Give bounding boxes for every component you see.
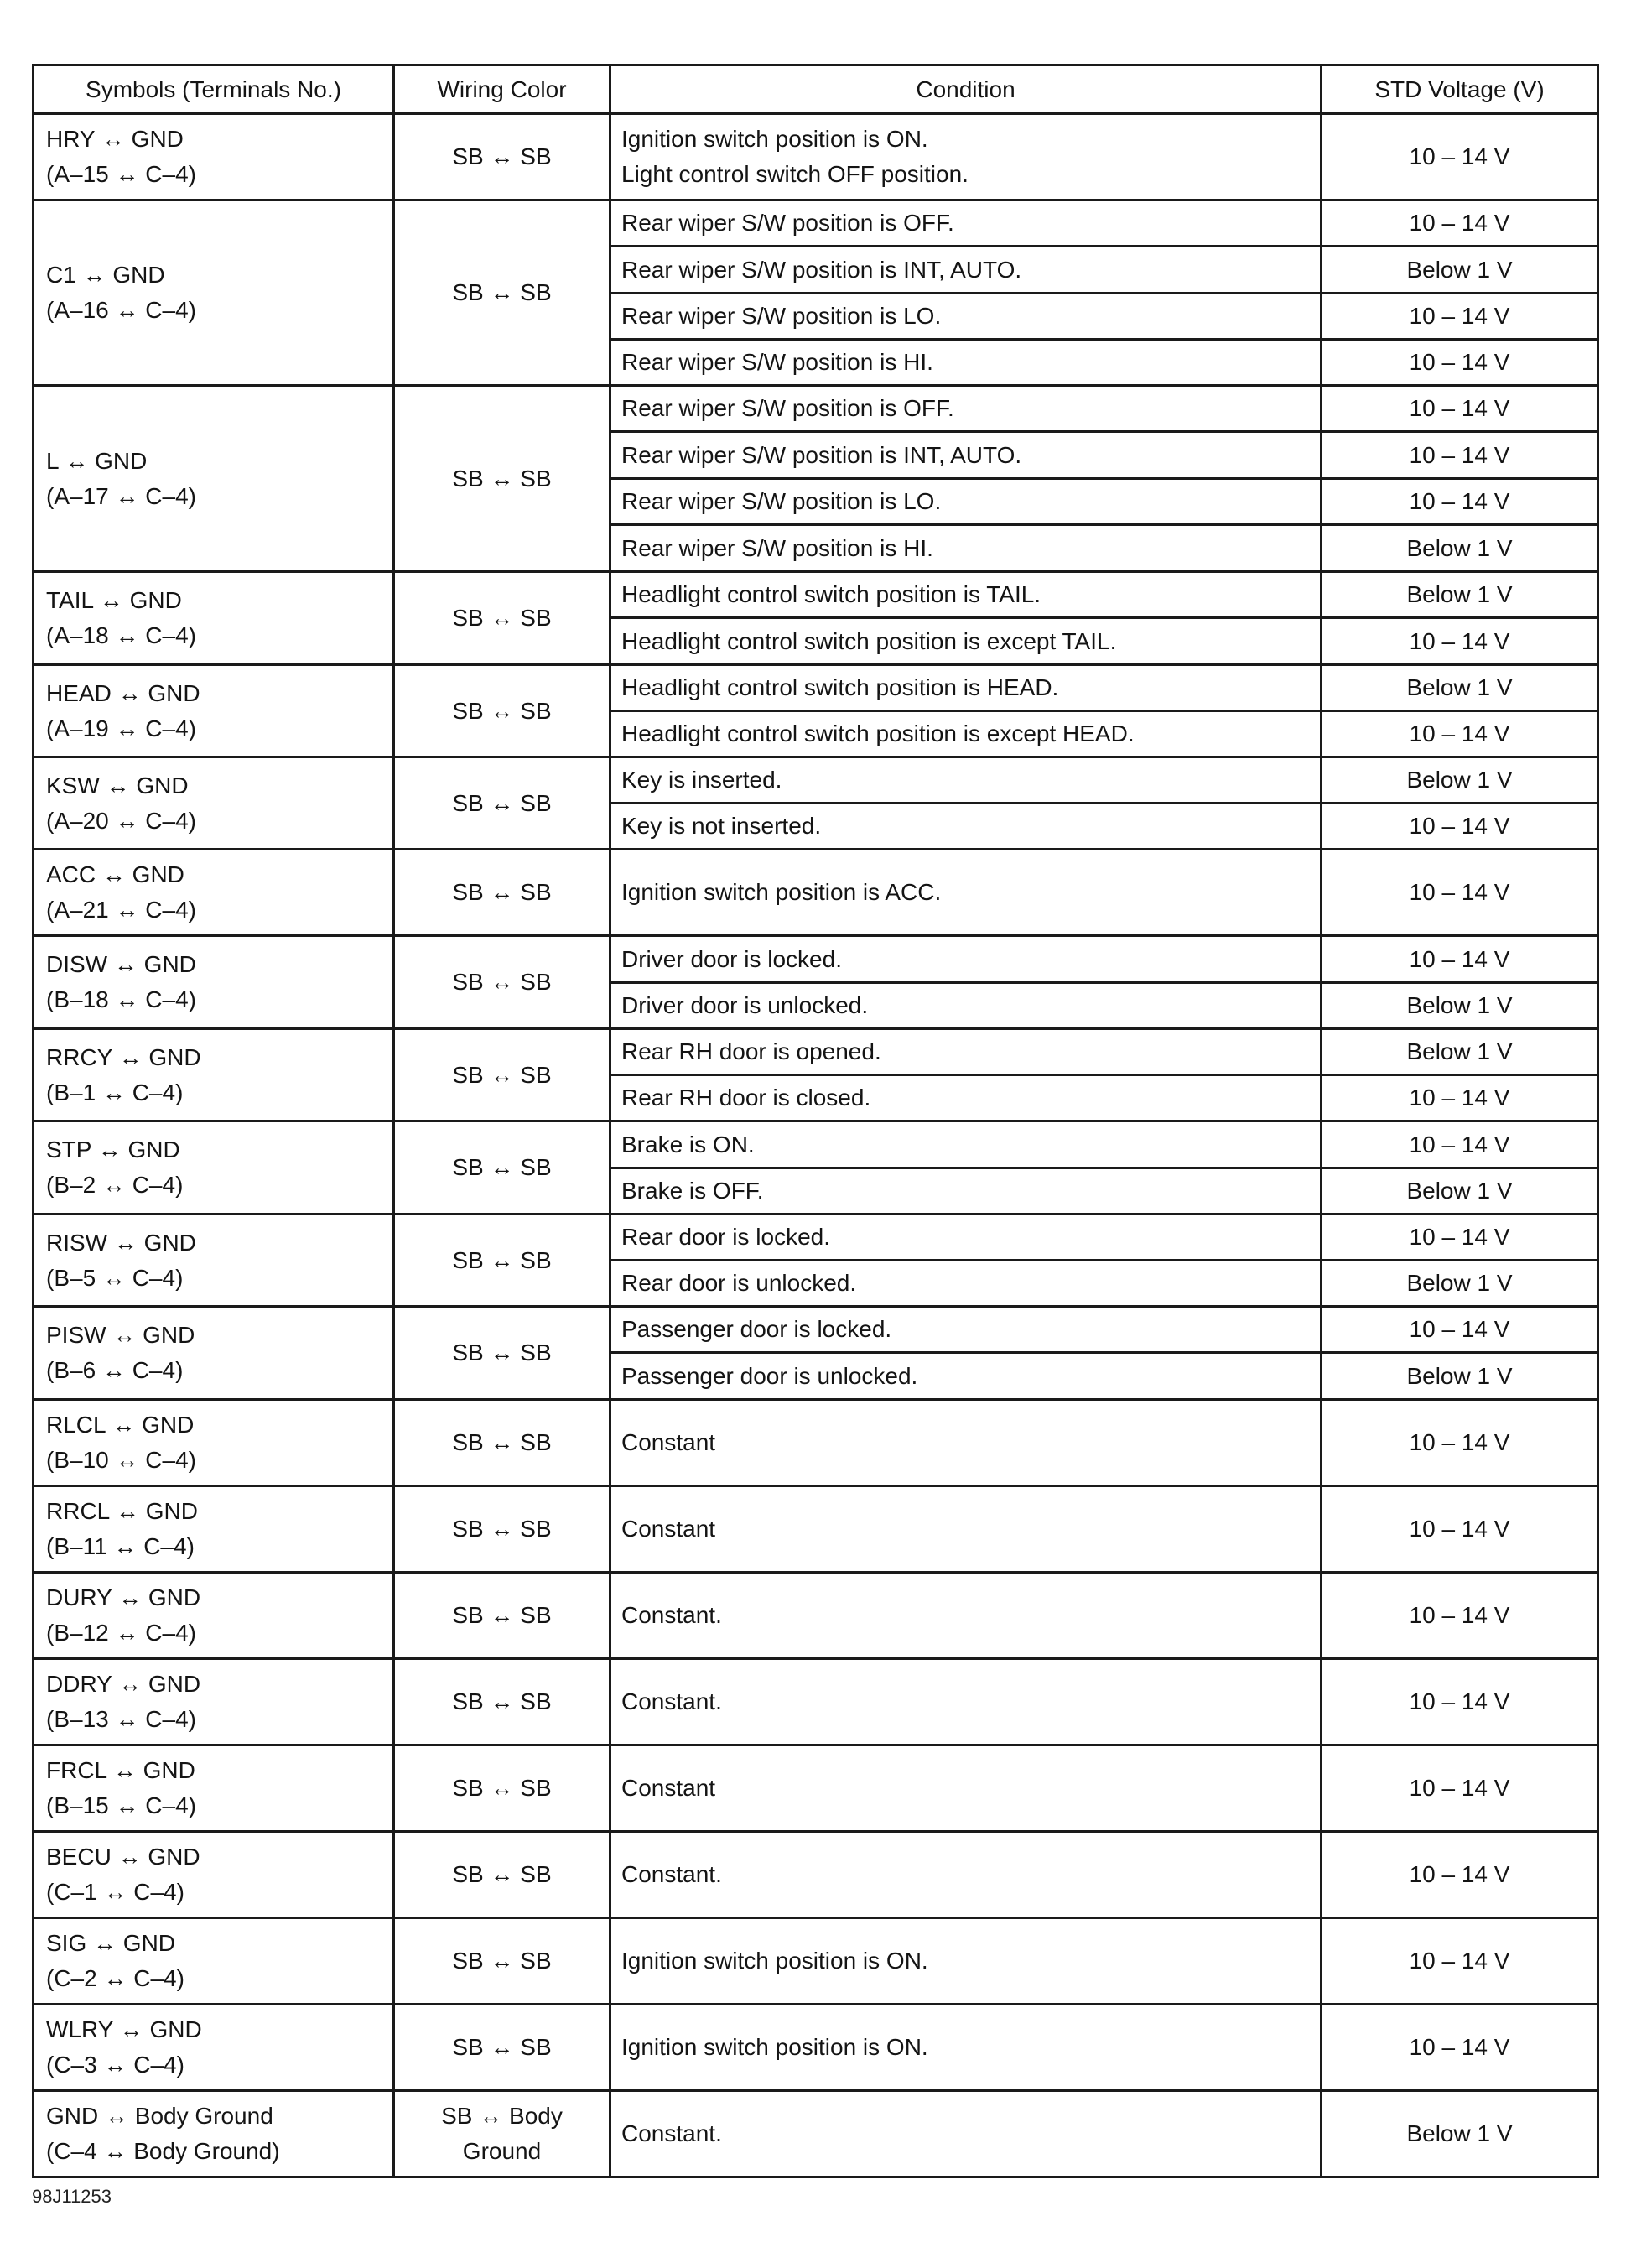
terminal-symbol: FRCL ↔ GND xyxy=(46,1757,195,1783)
std-voltage-value: 10 – 14 V xyxy=(1322,850,1598,936)
std-voltage-value: 10 – 14 V xyxy=(1322,618,1598,665)
condition-cell xyxy=(610,1307,1322,1353)
terminal-number: (A–21 ↔ C–4) xyxy=(46,897,196,923)
std-voltage-value: 10 – 14 V xyxy=(1322,804,1598,850)
wiring-color: SB ↔ SB xyxy=(452,1061,552,1088)
terminal-number: (C–4 ↔ Body Ground) xyxy=(46,2138,280,2164)
terminal-symbol-cell xyxy=(34,1745,394,1832)
condition-text: Driver door is unlocked. xyxy=(621,992,869,1018)
table-row xyxy=(34,2005,1598,2091)
condition-text: Light control switch OFF position. xyxy=(621,161,969,187)
condition-cell xyxy=(610,247,1322,294)
condition-cell xyxy=(610,525,1322,572)
wiring-color-cell xyxy=(394,114,610,200)
std-voltage-value: 10 – 14 V xyxy=(1322,2005,1598,2091)
terminal-symbol: TAIL ↔ GND xyxy=(46,587,182,613)
condition-text: Ignition switch position is ON. xyxy=(621,126,928,152)
std-voltage-value: 10 – 14 V xyxy=(1322,432,1598,479)
condition-cell xyxy=(610,479,1322,525)
header-std-voltage: STD Voltage (V) xyxy=(1322,65,1598,114)
table-row xyxy=(34,572,1598,618)
wiring-color-cell xyxy=(394,1659,610,1745)
std-voltage-value: 10 – 14 V xyxy=(1322,1400,1598,1486)
terminal-symbol-cell xyxy=(34,1659,394,1745)
terminal-symbol: HEAD ↔ GND xyxy=(46,679,200,706)
terminal-symbol: WLRY ↔ GND xyxy=(46,2016,202,2042)
table-row xyxy=(34,1659,1598,1745)
table-row xyxy=(34,936,1598,983)
terminal-number: (C–1 ↔ C–4) xyxy=(46,1879,184,1905)
terminal-number: (B–6 ↔ C–4) xyxy=(46,1357,184,1383)
std-voltage-value: Below 1 V xyxy=(1322,983,1598,1029)
table-row xyxy=(34,850,1598,936)
terminal-symbol: PISW ↔ GND xyxy=(46,1322,195,1348)
condition-cell xyxy=(610,618,1322,665)
std-voltage-value: 10 – 14 V xyxy=(1322,1075,1598,1121)
condition-text: Constant. xyxy=(621,2120,722,2146)
terminal-symbol-cell xyxy=(34,1573,394,1659)
terminal-number: (B–11 ↔ C–4) xyxy=(46,1533,195,1559)
wiring-color-cell xyxy=(394,1486,610,1573)
table-row xyxy=(34,1029,1598,1075)
table-row xyxy=(34,1918,1598,2005)
terminal-symbol: DURY ↔ GND xyxy=(46,1584,201,1610)
condition-cell xyxy=(610,1168,1322,1215)
std-voltage-value: Below 1 V xyxy=(1322,525,1598,572)
std-voltage-value: 10 – 14 V xyxy=(1322,936,1598,983)
condition-text: Rear wiper S/W position is INT, AUTO. xyxy=(621,441,1022,468)
wiring-color: SB ↔ SB xyxy=(452,1516,552,1542)
condition-text: Headlight control switch position is except HEAD. xyxy=(621,720,1135,746)
terminal-number: (B–1 ↔ C–4) xyxy=(46,1079,184,1105)
condition-cell xyxy=(610,711,1322,757)
wiring-color-cell xyxy=(394,1573,610,1659)
condition-cell xyxy=(610,665,1322,711)
condition-text: Rear RH door is opened. xyxy=(621,1038,881,1064)
document-id: 98J11253 xyxy=(32,2186,112,2207)
terminal-symbol: HRY ↔ GND xyxy=(46,126,184,152)
wiring-color: SB ↔ SB xyxy=(452,1154,552,1180)
condition-text: Headlight control switch position is except TAIL. xyxy=(621,627,1117,654)
terminal-symbol-cell xyxy=(34,2091,394,2177)
terminal-number: (A–15 ↔ C–4) xyxy=(46,161,196,187)
wiring-color: SB ↔ SB xyxy=(452,279,552,305)
condition-cell xyxy=(610,1353,1322,1400)
condition-text: Rear wiper S/W position is LO. xyxy=(621,303,942,329)
wiring-color-cell xyxy=(394,936,610,1029)
header-wiring-color: Wiring Color xyxy=(394,65,610,114)
terminal-number: (C–2 ↔ C–4) xyxy=(46,1965,184,1991)
condition-cell xyxy=(610,1261,1322,1307)
wiring-color-cell xyxy=(394,2091,610,2177)
table-row xyxy=(34,665,1598,711)
terminal-number: (C–3 ↔ C–4) xyxy=(46,2052,184,2078)
terminal-symbol: C1 ↔ GND xyxy=(46,262,165,288)
terminal-symbol: GND ↔ Body Ground xyxy=(46,2103,273,2129)
condition-cell xyxy=(610,1400,1322,1486)
table-header-row xyxy=(34,65,1598,114)
wiring-color-cell xyxy=(394,386,610,572)
table-row xyxy=(34,1400,1598,1486)
condition-text: Constant xyxy=(621,1775,716,1801)
std-voltage-value: 10 – 14 V xyxy=(1322,1307,1598,1353)
wiring-color-cell xyxy=(394,1121,610,1215)
condition-cell xyxy=(610,1215,1322,1261)
std-voltage-value: 10 – 14 V xyxy=(1322,1121,1598,1168)
std-voltage-value: 10 – 14 V xyxy=(1322,340,1598,386)
terminal-symbol-cell xyxy=(34,757,394,850)
condition-cell xyxy=(610,114,1322,200)
std-voltage-value: 10 – 14 V xyxy=(1322,114,1598,200)
terminal-symbol-cell xyxy=(34,1307,394,1400)
std-voltage-value: 10 – 14 V xyxy=(1322,1918,1598,2005)
table-row xyxy=(34,2091,1598,2177)
condition-cell xyxy=(610,983,1322,1029)
table-row xyxy=(34,1307,1598,1353)
condition-text: Key is not inserted. xyxy=(621,813,822,839)
table-body xyxy=(34,114,1598,2177)
std-voltage-value: 10 – 14 V xyxy=(1322,200,1598,247)
terminal-number: (B–15 ↔ C–4) xyxy=(46,1792,196,1818)
std-voltage-value: 10 – 14 V xyxy=(1322,1486,1598,1573)
terminal-number: (A–20 ↔ C–4) xyxy=(46,807,196,834)
wiring-color: SB ↔ SB xyxy=(452,2034,552,2060)
wiring-color: SB ↔ SB xyxy=(452,1948,552,1974)
std-voltage-value: Below 1 V xyxy=(1322,572,1598,618)
condition-cell xyxy=(610,294,1322,340)
condition-text: Constant xyxy=(621,1429,716,1455)
table-row xyxy=(34,1215,1598,1261)
wiring-color: SB ↔ SB xyxy=(452,1861,552,1887)
header-symbols: Symbols (Terminals No.) xyxy=(34,65,394,114)
std-voltage-value: 10 – 14 V xyxy=(1322,386,1598,432)
std-voltage-value: 10 – 14 V xyxy=(1322,1745,1598,1832)
condition-text: Constant. xyxy=(621,1602,722,1628)
terminal-symbol: STP ↔ GND xyxy=(46,1137,180,1163)
std-voltage-value: 10 – 14 V xyxy=(1322,711,1598,757)
condition-text: Constant xyxy=(621,1516,716,1542)
table-row xyxy=(34,1121,1598,1168)
wiring-color: SB ↔ SB xyxy=(452,465,552,492)
std-voltage-value: Below 1 V xyxy=(1322,757,1598,804)
condition-cell xyxy=(610,1659,1322,1745)
terminal-number: (A–18 ↔ C–4) xyxy=(46,622,196,648)
std-voltage-value: Below 1 V xyxy=(1322,1261,1598,1307)
table-row xyxy=(34,114,1598,200)
terminal-number: (B–2 ↔ C–4) xyxy=(46,1172,184,1198)
terminal-symbol: L ↔ GND xyxy=(46,447,148,474)
wiring-color-cell xyxy=(394,572,610,665)
wiring-color: SB ↔ SB xyxy=(452,1602,552,1628)
wiring-color: SB ↔ SB xyxy=(452,697,552,724)
std-voltage-value: 10 – 14 V xyxy=(1322,294,1598,340)
condition-text: Rear wiper S/W position is HI. xyxy=(621,534,933,561)
terminal-symbol-cell xyxy=(34,1215,394,1307)
condition-cell xyxy=(610,386,1322,432)
terminal-number: (B–10 ↔ C–4) xyxy=(46,1447,196,1473)
table-row xyxy=(34,1832,1598,1918)
condition-text: Passenger door is locked. xyxy=(621,1316,892,1342)
terminal-symbol-cell xyxy=(34,665,394,757)
condition-text: Key is inserted. xyxy=(621,767,782,793)
condition-cell xyxy=(610,1029,1322,1075)
terminal-symbol: RISW ↔ GND xyxy=(46,1229,196,1256)
wiring-color: SB ↔ SB xyxy=(452,605,552,631)
terminal-symbol-cell xyxy=(34,1029,394,1121)
condition-cell xyxy=(610,2091,1322,2177)
terminal-symbol-cell xyxy=(34,200,394,386)
std-voltage-value: 10 – 14 V xyxy=(1322,1573,1598,1659)
condition-text: Rear wiper S/W position is LO. xyxy=(621,488,942,514)
condition-text: Ignition switch position is ON. xyxy=(621,1948,928,1974)
condition-cell xyxy=(610,1121,1322,1168)
wiring-color-cell xyxy=(394,850,610,936)
condition-cell xyxy=(610,850,1322,936)
wiring-color-cell xyxy=(394,1215,610,1307)
condition-text: Ignition switch position is ON. xyxy=(621,2034,928,2060)
table-row xyxy=(34,200,1598,247)
terminal-symbol-cell xyxy=(34,850,394,936)
std-voltage-value: 10 – 14 V xyxy=(1322,479,1598,525)
terminal-symbol: DISW ↔ GND xyxy=(46,951,196,977)
wiring-color: SB ↔ SB xyxy=(452,1775,552,1801)
wiring-color-cell xyxy=(394,2005,610,2091)
condition-cell xyxy=(610,200,1322,247)
header-condition: Condition xyxy=(610,65,1322,114)
table-row xyxy=(34,1745,1598,1832)
condition-cell xyxy=(610,804,1322,850)
condition-text: Rear wiper S/W position is HI. xyxy=(621,349,933,375)
terminal-voltage-table xyxy=(32,64,1599,2178)
table-row xyxy=(34,1573,1598,1659)
std-voltage-value: Below 1 V xyxy=(1322,2091,1598,2177)
terminal-number: (B–12 ↔ C–4) xyxy=(46,1620,196,1646)
condition-text: Rear wiper S/W position is INT, AUTO. xyxy=(621,256,1022,283)
condition-cell xyxy=(610,1486,1322,1573)
condition-text: Brake is ON. xyxy=(621,1131,755,1157)
terminal-number: (A–16 ↔ C–4) xyxy=(46,297,196,323)
table-row xyxy=(34,757,1598,804)
condition-text: Rear door is locked. xyxy=(621,1224,831,1250)
wiring-color: SB ↔ SB xyxy=(452,1246,552,1273)
std-voltage-value: 10 – 14 V xyxy=(1322,1832,1598,1918)
wiring-color: SB ↔ SB xyxy=(452,879,552,905)
condition-cell xyxy=(610,936,1322,983)
wiring-color-cell xyxy=(394,1400,610,1486)
terminal-number: (B–13 ↔ C–4) xyxy=(46,1706,196,1732)
terminal-symbol-cell xyxy=(34,572,394,665)
terminal-number: (A–19 ↔ C–4) xyxy=(46,715,196,741)
terminal-symbol: ACC ↔ GND xyxy=(46,861,184,887)
terminal-number: (A–17 ↔ C–4) xyxy=(46,482,196,509)
terminal-symbol-cell xyxy=(34,386,394,572)
terminal-symbol-cell xyxy=(34,1486,394,1573)
terminal-symbol-cell xyxy=(34,936,394,1029)
wiring-color: SB ↔ SB xyxy=(452,143,552,169)
terminal-symbol: RLCL ↔ GND xyxy=(46,1412,195,1438)
condition-text: Rear wiper S/W position is OFF. xyxy=(621,210,954,236)
condition-cell xyxy=(610,1918,1322,2005)
std-voltage-value: Below 1 V xyxy=(1322,1168,1598,1215)
std-voltage-value: Below 1 V xyxy=(1322,665,1598,711)
condition-text: Rear wiper S/W position is OFF. xyxy=(621,395,954,421)
condition-cell xyxy=(610,1075,1322,1121)
wiring-color: SB ↔ Body xyxy=(441,2103,563,2129)
terminal-symbol: DDRY ↔ GND xyxy=(46,1671,201,1697)
terminal-symbol-cell xyxy=(34,114,394,200)
condition-cell xyxy=(610,340,1322,386)
condition-cell xyxy=(610,1832,1322,1918)
std-voltage-value: Below 1 V xyxy=(1322,1353,1598,1400)
condition-text: Passenger door is unlocked. xyxy=(621,1362,918,1389)
wiring-color-cell xyxy=(394,1745,610,1832)
condition-text: Constant. xyxy=(621,1861,722,1887)
terminal-number: (B–5 ↔ C–4) xyxy=(46,1264,184,1291)
condition-cell xyxy=(610,572,1322,618)
terminal-symbol-cell xyxy=(34,2005,394,2091)
wiring-color: SB ↔ SB xyxy=(452,789,552,816)
condition-text: Brake is OFF. xyxy=(621,1178,764,1204)
terminal-number: (B–18 ↔ C–4) xyxy=(46,986,196,1012)
terminal-symbol: RRCL ↔ GND xyxy=(46,1498,198,1524)
wiring-color-cell xyxy=(394,200,610,386)
condition-cell xyxy=(610,757,1322,804)
terminal-symbol: RRCY ↔ GND xyxy=(46,1043,201,1070)
wiring-color: SB ↔ SB xyxy=(452,1339,552,1365)
terminal-symbol-cell xyxy=(34,1400,394,1486)
terminal-symbol: BECU ↔ GND xyxy=(46,1844,200,1870)
std-voltage-value: Below 1 V xyxy=(1322,247,1598,294)
condition-text: Rear door is unlocked. xyxy=(621,1270,857,1296)
terminal-symbol: SIG ↔ GND xyxy=(46,1930,176,1956)
std-voltage-value: 10 – 14 V xyxy=(1322,1659,1598,1745)
wiring-color: Ground xyxy=(462,2138,542,2164)
wiring-color-cell xyxy=(394,1918,610,2005)
condition-cell xyxy=(610,1573,1322,1659)
condition-text: Rear RH door is closed. xyxy=(621,1085,871,1111)
condition-text: Ignition switch position is ACC. xyxy=(621,879,942,905)
terminal-symbol-cell xyxy=(34,1121,394,1215)
terminal-symbol: KSW ↔ GND xyxy=(46,772,189,798)
wiring-color: SB ↔ SB xyxy=(452,969,552,995)
wiring-color-cell xyxy=(394,1832,610,1918)
condition-text: Constant. xyxy=(621,1688,722,1714)
condition-text: Headlight control switch position is TAIL. xyxy=(621,581,1041,607)
wiring-color: SB ↔ SB xyxy=(452,1429,552,1455)
wiring-color-cell xyxy=(394,757,610,850)
condition-cell xyxy=(610,2005,1322,2091)
condition-text: Headlight control switch position is HEAD. xyxy=(621,674,1059,700)
wiring-color-cell xyxy=(394,1029,610,1121)
terminal-symbol-cell xyxy=(34,1832,394,1918)
condition-cell xyxy=(610,432,1322,479)
wiring-color: SB ↔ SB xyxy=(452,1688,552,1714)
terminal-symbol-cell xyxy=(34,1918,394,2005)
voltage-spec-sheet xyxy=(32,64,1597,2178)
std-voltage-value: Below 1 V xyxy=(1322,1029,1598,1075)
table-row xyxy=(34,386,1598,432)
wiring-color-cell xyxy=(394,1307,610,1400)
std-voltage-value: 10 – 14 V xyxy=(1322,1215,1598,1261)
table-row xyxy=(34,1486,1598,1573)
wiring-color-cell xyxy=(394,665,610,757)
condition-text: Driver door is locked. xyxy=(621,945,842,972)
condition-cell xyxy=(610,1745,1322,1832)
